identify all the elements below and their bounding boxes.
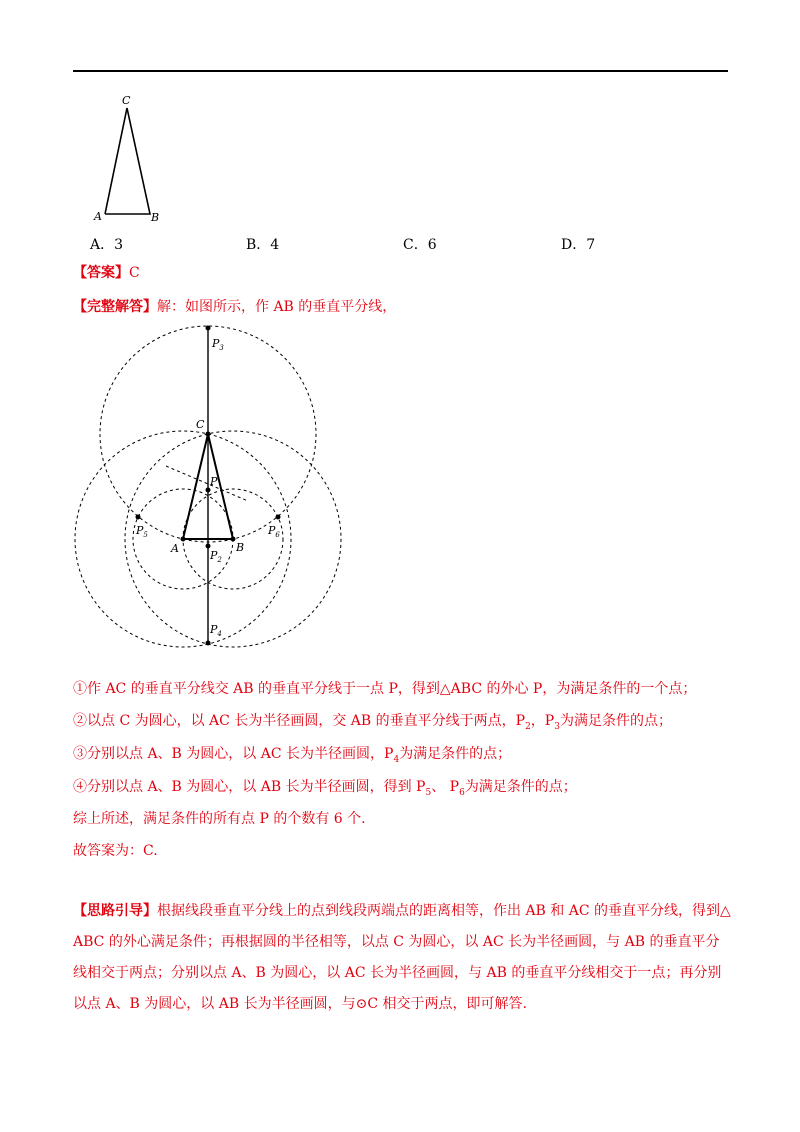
point-p3 [206,326,211,331]
label-a: A [171,542,179,555]
construction-figure [70,320,360,660]
triangle-label-b: B [151,211,160,223]
label-p4: $P_4$ [210,623,222,638]
option-a: A．3 [90,237,124,253]
option-d: D．7 [561,237,596,253]
step-2: ②以点 C 为圆心，以 AC 长为半径画圆，交 AB 的垂直平分线于两点，$P_2$，$P_3$为满足条件的点； [73,713,672,732]
header-rule [73,70,728,72]
point-p2 [206,544,211,549]
label-c: C [196,418,205,431]
solution-line [73,296,396,316]
triangle-label-c: C [122,94,131,107]
label-p6: $P_6$ [268,524,280,539]
point-a [181,537,186,542]
step-4: ④分别以点 A、B 为圆心，以 AB 长为半径画圆，得到 $P_5$、 $P_6$为满足条件的点； [73,779,577,798]
triangle-figure [85,88,175,223]
point-p4 [206,641,211,646]
label-b: B [236,541,245,554]
hint-tag: 【思路引导】 [73,903,157,919]
triangle-label-a: A [94,210,102,223]
perpendicular-bisector-ac [166,466,248,501]
final-answer-line: 故答案为：C. [73,843,158,859]
summary-line: 综上所述，满足条件的所有点 P 的个数有 6 个. [73,811,366,827]
step-1: ①作 AC 的垂直平分线交 AB 的垂直平分线于一点 P，得到△ABC 的外心 P，为满足条件的一个点； [73,681,697,697]
point-p5 [136,515,141,520]
point-p [206,488,211,493]
label-p3: $P_3$ [212,337,224,352]
solution-text: 解：如图所示，作 AB 的垂直平分线， [157,299,397,315]
label-p: P [210,475,218,488]
option-c: C．6 [403,237,437,253]
point-c [206,432,211,437]
answer-line [73,262,140,282]
point-b [231,537,236,542]
label-p5: $P_5$ [136,524,148,539]
solution-tag: 【完整解答】 [73,299,157,315]
step-3: ③分别以点 A、B 为圆心，以 AC 长为半径画圆，$P_4$为满足条件的点； [73,746,512,765]
label-p2: $P_2$ [210,549,222,564]
hint-text: 根据线段垂直平分线上的点到线段两端点的距离相等，作出 AB 和 AC 的垂直平分线，得到△ ABC 的外心满足条件；再根据圆的半径相等，以点 C 为圆心，以 AC 长为半径画圆，与 AB 的垂直平分线相交于两点；分别以点 A、B 为圆心，以 AC 长为半径画圆，与 AB 的垂直平分线相交于一点；再分别以点 A、B 为圆心，以 AB 长为半径画圆，与⊙C 相交于两点，即可解答. [73,903,731,1012]
answer-tag: 【答案】 [73,265,129,281]
point-p6 [276,515,281,520]
answer-value: C [129,265,140,281]
option-b: B．4 [246,237,280,253]
hint-paragraph [73,896,733,1020]
triangle-abc [105,108,150,214]
